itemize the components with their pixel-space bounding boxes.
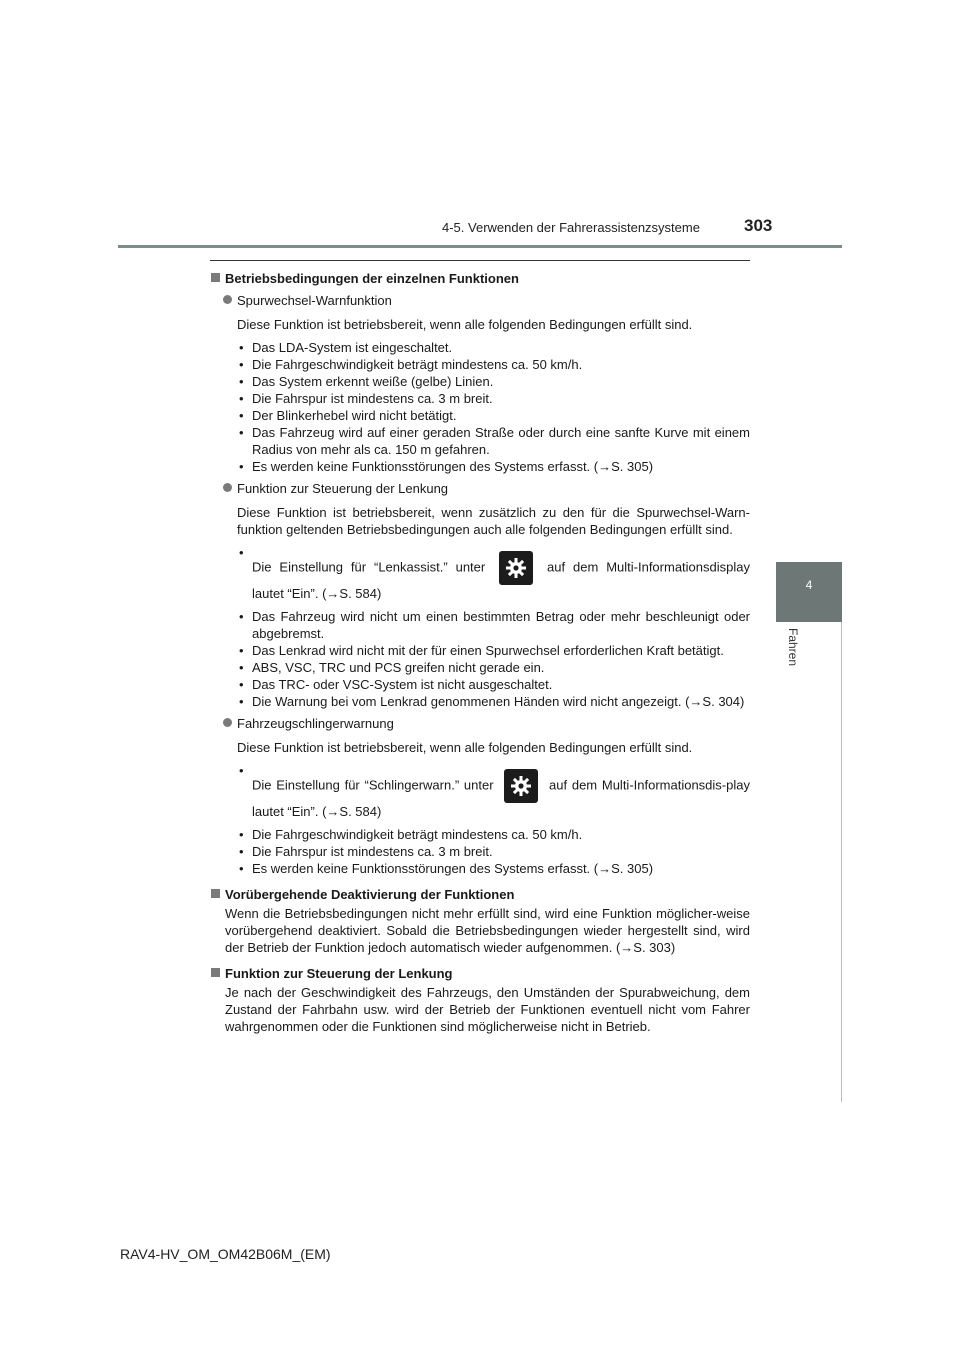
- header-divider: [118, 245, 842, 248]
- list-item: • Das System erkennt weiße (gelbe) Linien.: [237, 373, 750, 390]
- chapter-label: [786, 624, 804, 674]
- square-bullet-icon: [211, 273, 220, 282]
- gear-icon: [499, 551, 533, 585]
- list-item: • Es werden keine Funktionsstörungen des Systems erfasst. (→S. 305): [237, 860, 750, 877]
- section-heading: [210, 886, 750, 903]
- list-item: • Es werden keine Funktionsstörungen des Systems erfasst. (→S. 305): [237, 458, 750, 475]
- main-content: [210, 260, 750, 1041]
- list-item: • Die Fahrgeschwindigkeit beträgt mindestens ca. 50 km/h.: [237, 356, 750, 373]
- circle-bullet-icon: [223, 295, 232, 304]
- gear-icon: [504, 769, 538, 803]
- list-item: • Der Blinkerhebel wird nicht betätigt.: [237, 407, 750, 424]
- section-heading-text: Vorübergehende Deaktivierung der Funktionen: [225, 887, 515, 902]
- paragraph: Je nach der Geschwindigkeit des Fahrzeugs, den Umständen der Spurabweichung, dem Zustand der Fahrbahn usw. wird der Betrieb der Funktionen eventuell nicht vom Fahrer wahrgenommen oder die Funktionen sind möglicherweise nicht in Betrieb.: [225, 985, 750, 1034]
- list-item: • Die Fahrspur ist mindestens ca. 3 m breit.: [237, 843, 750, 860]
- section-heading-text: Funktion zur Steuerung der Lenkung: [225, 966, 453, 981]
- list-item: • Die Warnung bei vom Lenkrad genommenen Händen wird nicht angezeigt. (→S. 304): [237, 693, 750, 710]
- square-bullet-icon: [211, 968, 220, 977]
- gear-text-post: auf dem Multi-Informationsdisplay lautet “Ein”. (→S. 584): [252, 559, 750, 601]
- list-item: [237, 762, 750, 826]
- side-divider: [841, 622, 842, 1102]
- gear-text-pre: Die Einstellung für “Lenkassist.” unter: [252, 559, 486, 575]
- item-heading-text: Funktion zur Steuerung der Lenkung: [237, 481, 449, 496]
- section-heading: [210, 965, 750, 982]
- paragraph: Diese Funktion ist betriebsbereit, wenn alle folgenden Bedingungen erfüllt sind.: [237, 740, 693, 755]
- item-heading: [210, 480, 750, 497]
- condition-list: [210, 762, 750, 877]
- list-item: • Das TRC- oder VSC-System ist nicht ausgeschaltet.: [237, 676, 750, 693]
- list-item: [237, 544, 750, 608]
- item-heading-text: Spurwechsel-Warnfunktion: [237, 293, 392, 308]
- circle-bullet-icon: [223, 483, 232, 492]
- paragraph: Diese Funktion ist betriebsbereit, wenn alle folgenden Bedingungen erfüllt sind.: [237, 317, 693, 332]
- paragraph: Diese Funktion ist betriebsbereit, wenn zusätzlich zu den für die Spurwechsel-Warn-funktion geltenden Betriebsbedingungen auch alle folgenden Bedingungen erfüllt sind.: [237, 505, 750, 537]
- chapter-tab: 4: [776, 562, 842, 622]
- section-heading-text: Betriebsbedingungen der einzelnen Funktionen: [225, 271, 519, 286]
- item-heading: [210, 292, 750, 309]
- document-code: RAV4-HV_OM_OM42B06M_(EM): [120, 1246, 331, 1262]
- page-number: 303: [744, 216, 773, 235]
- list-item: • Das LDA-System ist eingeschaltet.: [237, 339, 750, 356]
- condition-list: [210, 544, 750, 710]
- gear-text-post: auf dem Multi-Informationsdis-play lautet “Ein”. (→S. 584): [252, 777, 750, 819]
- item-heading: [210, 715, 750, 732]
- chapter-label-text: Fahren: [786, 628, 800, 667]
- item-heading-text: Fahrzeugschlingerwarnung: [237, 716, 394, 731]
- list-item: • Das Lenkrad wird nicht mit der für einen Spurwechsel erforderlichen Kraft betätigt.: [237, 642, 750, 659]
- square-bullet-icon: [211, 889, 220, 898]
- condition-list: [210, 339, 750, 475]
- section-title: 4-5. Verwenden der Fahrerassistenzsysteme: [442, 220, 700, 235]
- list-item: • Die Fahrgeschwindigkeit beträgt mindestens ca. 50 km/h.: [237, 826, 750, 843]
- list-item: • Die Fahrspur ist mindestens ca. 3 m breit.: [237, 390, 750, 407]
- circle-bullet-icon: [223, 718, 232, 727]
- list-item: • Das Fahrzeug wird auf einer geraden Straße oder durch eine sanfte Kurve mit einem Radius von mehr als ca. 150 m gefahren.: [237, 424, 750, 458]
- gear-text-pre: Die Einstellung für “Schlingerwarn.” unter: [252, 777, 494, 793]
- list-item: • Das Fahrzeug wird nicht um einen bestimmten Betrag oder mehr beschleunigt oder abgebremst.: [237, 608, 750, 642]
- paragraph: Wenn die Betriebsbedingungen nicht mehr erfüllt sind, wird eine Funktion möglicher-weise vorübergehend deaktiviert. Sobald die Betriebsbedingungen wieder hergestellt sind, wird der Betrieb der Funktion jedoch automatisch wieder aufgenommen. (→S. 303): [225, 906, 750, 955]
- section-heading: [210, 270, 750, 287]
- list-item: • ABS, VSC, TRC und PCS greifen nicht gerade ein.: [237, 659, 750, 676]
